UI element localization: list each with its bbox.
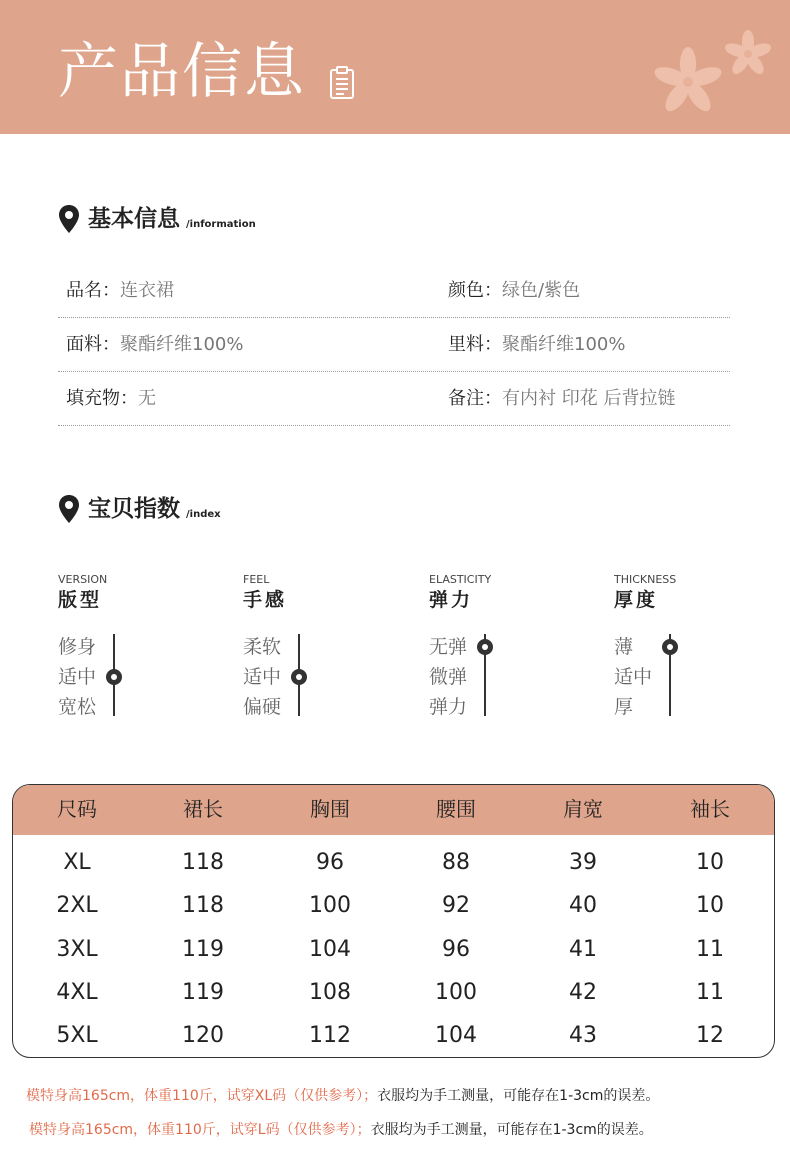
gauge (58, 572, 228, 722)
basic-info-title: 基本信息 (88, 206, 180, 232)
info-cell (448, 278, 580, 304)
table-cell: 118 (182, 893, 224, 919)
footnote-text: 衣服均为手工测量，可能存在1-3cm的误差。 (370, 1122, 653, 1138)
basic-info-subtitle: /information (186, 219, 256, 230)
header-banner (0, 0, 790, 134)
table-cell: 120 (182, 1023, 224, 1049)
table-cell: 41 (569, 936, 597, 962)
table-cell: 119 (182, 979, 224, 1005)
table-cell: 12 (696, 1023, 724, 1049)
info-key: 颜色： (448, 280, 502, 301)
table-header-cell: 腰围 (436, 797, 476, 821)
info-key: 品名： (66, 280, 120, 301)
gauge-levels (243, 632, 281, 722)
location-pin-icon (58, 204, 80, 234)
table-cell: 100 (309, 893, 351, 919)
table-header (13, 785, 774, 835)
table-cell: 4XL (56, 979, 98, 1005)
table-header-cell: 袖长 (690, 797, 730, 821)
gauge-level: 修身 (58, 636, 97, 658)
table-cell: 104 (309, 936, 351, 962)
info-key: 备注： (448, 388, 502, 409)
size-table (12, 784, 775, 1058)
table-cell: 96 (442, 936, 470, 962)
table-header-cell: 肩宽 (563, 797, 603, 821)
gauge-level: 微弹 (429, 666, 468, 688)
location-pin-icon (58, 494, 80, 524)
table-cell: 10 (696, 850, 724, 875)
index-title: 宝贝指数 (88, 496, 180, 522)
info-cell (66, 278, 174, 304)
table-header-cell: 尺码 (57, 797, 97, 821)
info-value: 连衣裙 (120, 280, 174, 301)
gauge-level: 适中 (243, 666, 282, 688)
info-cell (66, 332, 243, 358)
info-key: 面料： (66, 334, 120, 355)
info-value: 有内衬 印花 后背拉链 (502, 388, 676, 409)
gauge-en-label: FEEL (243, 573, 270, 586)
table-cell: 11 (696, 979, 724, 1005)
info-value: 聚酯纤维100% (120, 334, 244, 355)
table-row (13, 971, 774, 1014)
table-cell: 118 (182, 850, 224, 875)
gauge-level: 偏硬 (243, 696, 282, 718)
footnote-text: 衣服均为手工测量，可能存在1-3cm的误差。 (377, 1088, 660, 1104)
table-cell: 96 (316, 850, 344, 875)
gauge-levels (614, 632, 652, 722)
table-row (13, 1014, 774, 1057)
table-cell: 11 (696, 936, 724, 962)
gauge-level: 宽松 (58, 696, 97, 718)
table-cell: 43 (569, 1023, 597, 1049)
info-cell (448, 386, 675, 412)
info-value: 绿色/紫色 (502, 280, 581, 301)
page-title: 产品信息 (58, 37, 306, 107)
table-row (13, 841, 774, 884)
gauge-indicator (291, 669, 307, 685)
gauge-level: 弹力 (429, 696, 468, 718)
info-row (58, 264, 730, 318)
gauge-levels (58, 632, 96, 722)
basic-info-heading (58, 198, 256, 234)
info-value: 聚酯纤维100% (502, 334, 626, 355)
info-row (58, 318, 730, 372)
info-key: 里料： (448, 334, 502, 355)
gauge-title: 厚度 (614, 589, 659, 611)
gauge-level: 柔软 (243, 636, 282, 658)
clipboard-icon (329, 66, 355, 100)
gauge-level: 薄 (614, 636, 634, 658)
info-row (58, 372, 730, 426)
table-cell: 119 (182, 936, 224, 962)
footnote (29, 1120, 653, 1140)
footnote (26, 1086, 659, 1106)
table-row (13, 884, 774, 927)
gauge-en-label: THICKNESS (614, 573, 677, 586)
table-cell: 88 (442, 850, 470, 875)
flower-icon (650, 30, 780, 120)
gauge-title: 手感 (243, 589, 288, 611)
index-subtitle: /index (186, 509, 221, 520)
info-cell (448, 332, 625, 358)
table-cell: 2XL (56, 893, 98, 919)
table-cell: 42 (569, 979, 597, 1005)
footnote-highlight: 模特身高165cm，体重110斤，试穿L码（仅供参考）； (29, 1122, 371, 1138)
gauge-level: 适中 (614, 666, 653, 688)
table-cell: XL (63, 850, 91, 875)
info-value: 无 (138, 388, 156, 409)
gauge-level: 无弹 (429, 636, 468, 658)
table-cell: 108 (309, 979, 351, 1005)
gauge (614, 572, 784, 722)
table-cell: 40 (569, 893, 597, 919)
gauge-level: 适中 (58, 666, 97, 688)
gauge-indicator (106, 669, 122, 685)
table-cell: 5XL (56, 1023, 98, 1049)
gauge-title: 版型 (58, 589, 103, 611)
table-cell: 10 (696, 893, 724, 919)
index-heading (58, 488, 221, 524)
gauge-en-label: ELASTICITY (429, 573, 492, 586)
gauge-level: 厚 (614, 696, 634, 718)
table-cell: 104 (435, 1023, 477, 1049)
gauge (429, 572, 599, 722)
table-cell: 3XL (56, 936, 98, 962)
table-row (13, 928, 774, 971)
gauge-title: 弹力 (429, 589, 474, 611)
gauge (243, 572, 413, 722)
table-cell: 92 (442, 893, 470, 919)
info-key: 填充物： (66, 388, 138, 409)
table-cell: 100 (435, 979, 477, 1005)
table-cell: 112 (309, 1023, 351, 1049)
gauge-indicator (662, 639, 678, 655)
footnote-highlight: 模特身高165cm，体重110斤，试穿XL码（仅供参考）； (26, 1088, 378, 1104)
info-cell (66, 386, 156, 412)
gauge-levels (429, 632, 467, 722)
table-cell: 39 (569, 850, 597, 875)
table-header-cell: 裙长 (183, 797, 223, 821)
table-header-cell: 胸围 (310, 797, 350, 821)
gauge-indicator (477, 639, 493, 655)
gauge-en-label: VERSION (58, 573, 108, 586)
